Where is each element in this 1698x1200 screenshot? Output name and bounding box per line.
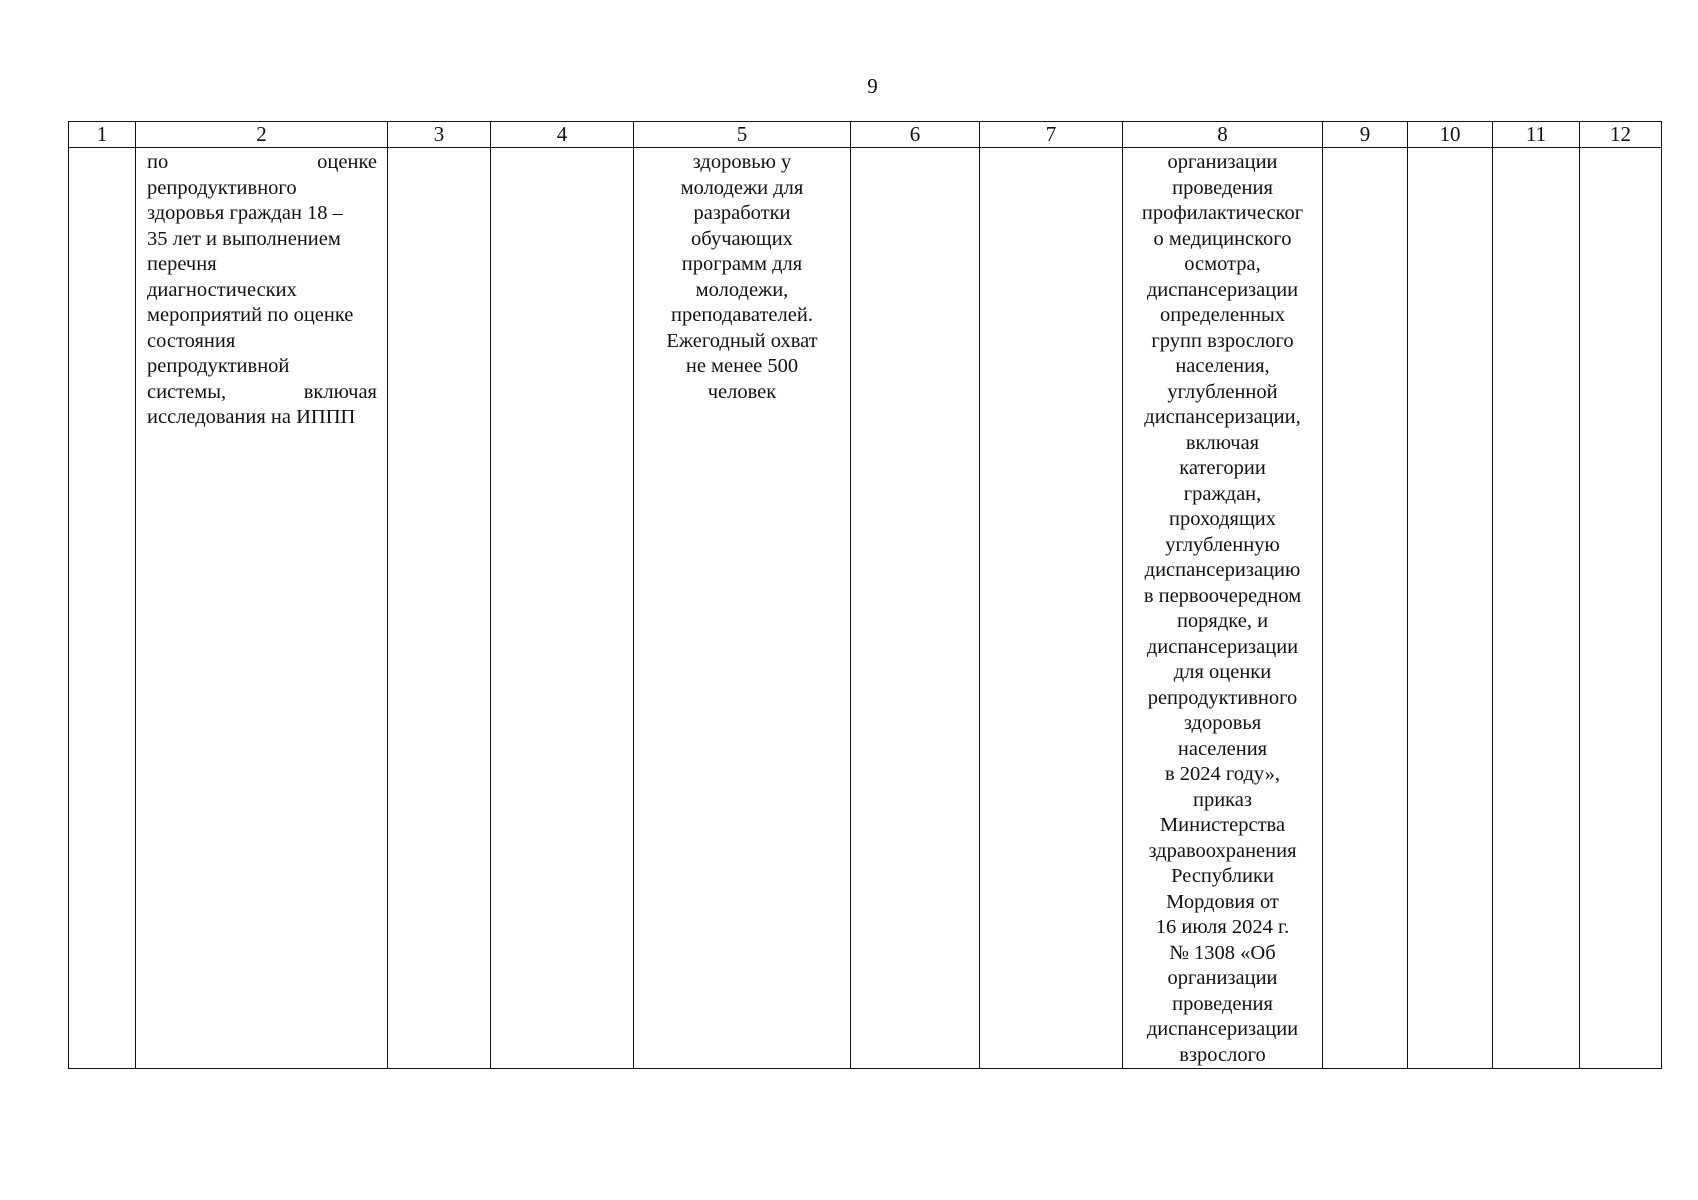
text-line: граждан, <box>1183 482 1262 505</box>
page-number: 9 <box>867 74 878 98</box>
text-line: обучающих <box>691 227 793 250</box>
text-line: диспансеризацию <box>1144 559 1301 581</box>
text-line: о медицинского <box>1153 227 1292 250</box>
column-number-header: 1 <box>69 122 136 148</box>
text-line: порядке, и <box>1176 610 1269 632</box>
text-word: перечня <box>147 253 217 275</box>
text-line: программ для <box>681 253 803 275</box>
text-line: углубленной <box>1167 380 1278 403</box>
column-number-header: 12 <box>1580 122 1662 148</box>
column-number-header: 6 <box>851 122 980 148</box>
text-line <box>147 405 377 431</box>
cell-col-2-text <box>136 148 388 1069</box>
cell-col-8-text <box>1123 148 1323 1069</box>
text-line <box>147 354 377 380</box>
text-line: не менее 500 <box>685 355 799 377</box>
column-number-header: 8 <box>1123 122 1323 148</box>
text-line: взрослого <box>1179 1043 1266 1066</box>
column-number-header: 5 <box>634 122 851 148</box>
text-line: в первоочередном <box>1143 584 1302 607</box>
text-word: репродуктивной <box>147 355 290 377</box>
column-number-header: 11 <box>1493 122 1580 148</box>
column-number-header: 9 <box>1323 122 1408 148</box>
cell-col-10 <box>1408 148 1493 1069</box>
cell-col-3 <box>388 148 491 1069</box>
text-word: исследования на ИППП <box>147 406 356 428</box>
cell-col-12 <box>1580 148 1662 1069</box>
text-line: групп взрослого <box>1151 329 1294 352</box>
column-number-header: 3 <box>388 122 491 148</box>
cell-col-9 <box>1323 148 1408 1069</box>
column-number-row <box>69 122 1662 148</box>
column-number-header: 7 <box>980 122 1123 148</box>
text-line: Республики <box>1171 865 1274 887</box>
cell-col-7 <box>980 148 1123 1069</box>
text-line <box>147 252 377 278</box>
text-line: населения, <box>1175 355 1270 377</box>
text-line <box>147 150 377 176</box>
text-line: диспансеризации, <box>1144 406 1301 428</box>
text-line: № 1308 «Об <box>1169 941 1276 964</box>
text-word: репродуктивного <box>147 176 297 199</box>
text-word: здоровья граждан 18 – <box>147 202 343 224</box>
text-line: в 2024 году», <box>1164 763 1281 785</box>
text-word: 35 лет и выполнением <box>147 227 341 250</box>
text-line <box>147 380 377 406</box>
text-line: здоровья <box>1183 712 1262 734</box>
text-line: преподавателей. <box>671 304 813 326</box>
text-line: осмотра, <box>1184 253 1261 275</box>
cell-col-6 <box>851 148 980 1069</box>
text-line: проведения <box>1172 992 1273 1015</box>
text-line: здравоохранения <box>1148 839 1297 862</box>
text-line <box>147 329 377 355</box>
text-line <box>147 176 377 202</box>
text-line: проведения <box>1172 176 1273 199</box>
cell-col-1 <box>69 148 136 1069</box>
text-word: включая <box>303 380 377 403</box>
text-line: диспансеризации <box>1146 635 1299 658</box>
text-line <box>147 303 377 329</box>
column-number-header: 4 <box>491 122 634 148</box>
cell-col-11 <box>1493 148 1580 1069</box>
text-line: Мордовия от <box>1166 890 1279 913</box>
text-word: состояния <box>147 329 236 352</box>
text-word: оценке <box>317 151 377 173</box>
text-line: здоровью у <box>692 151 792 173</box>
text-line <box>147 278 377 304</box>
text-line: приказ <box>1192 788 1253 811</box>
text-word: диагностических <box>147 278 297 301</box>
text-line: 16 июля 2024 г. <box>1155 916 1290 938</box>
text-line: репродуктивного <box>1147 686 1298 709</box>
text-line: организации <box>1167 967 1278 989</box>
text-line <box>147 201 377 227</box>
text-line: Министерства <box>1159 814 1286 836</box>
text-word: мероприятий по оценке <box>147 304 354 326</box>
text-line: диспансеризации <box>1146 1018 1299 1040</box>
column-number-header: 10 <box>1408 122 1493 148</box>
cell-col-4 <box>491 148 634 1069</box>
cell-col-5-text <box>634 148 851 1069</box>
table-row <box>69 148 1662 1069</box>
text-word: по <box>147 151 169 173</box>
document-table <box>68 121 1662 1069</box>
text-line: углубленную <box>1165 533 1280 556</box>
text-line: для оценки <box>1173 661 1272 683</box>
text-line: человек <box>707 380 777 403</box>
text-line: определенных <box>1159 304 1286 326</box>
text-line: разработки <box>693 202 791 224</box>
text-line: молодежи для <box>680 176 804 199</box>
text-line: проходящих <box>1169 508 1276 530</box>
text-line: Ежегодный охват <box>666 329 818 352</box>
text-line: категории <box>1179 457 1266 479</box>
column-number-header: 2 <box>136 122 388 148</box>
text-line: организации <box>1167 151 1278 173</box>
text-line: населения <box>1177 737 1268 760</box>
text-line: молодежи, <box>695 278 789 301</box>
text-line: профилактическог <box>1141 202 1304 224</box>
text-word: системы, <box>147 380 227 403</box>
text-line <box>147 227 377 253</box>
text-line: диспансеризации <box>1146 278 1299 301</box>
text-line: включая <box>1185 431 1260 454</box>
